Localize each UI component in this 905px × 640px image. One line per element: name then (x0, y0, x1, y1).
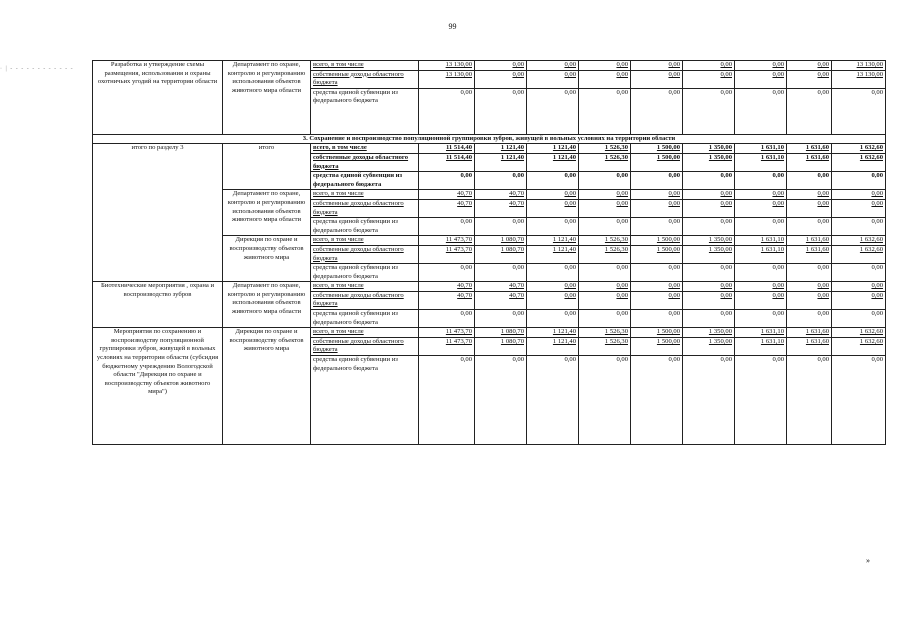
value-cell: 0,00 (527, 310, 579, 328)
value-cell: 0,00 (579, 264, 631, 282)
value-cell: 1 526,30 (579, 328, 631, 338)
value-cell: 1 631,60 (787, 337, 832, 355)
source-cell: собственные доходы областного бюджета (311, 199, 419, 217)
source-cell: всего, в том числе (311, 190, 419, 200)
value-cell: 0,00 (735, 291, 787, 309)
value-cell: 40,70 (475, 282, 527, 292)
value-cell: 1 350,00 (683, 328, 735, 338)
value-cell: 1 632,60 (832, 153, 886, 171)
value-cell: 0,00 (419, 88, 475, 134)
value-cell: 1 631,60 (787, 236, 832, 246)
value-cell: 0,00 (735, 88, 787, 134)
value-cell: 0,00 (735, 264, 787, 282)
value-cell: 0,00 (579, 282, 631, 292)
value-cell: 0,00 (683, 356, 735, 445)
value-cell: 13 130,00 (419, 70, 475, 88)
value-cell: 13 130,00 (832, 61, 886, 71)
value-cell: 0,00 (631, 70, 683, 88)
value-cell: 1 350,00 (683, 153, 735, 171)
value-cell: 0,00 (475, 70, 527, 88)
value-cell: 1 500,00 (631, 337, 683, 355)
source-cell: всего, в том числе (311, 282, 419, 292)
event-cell: Биотехнические мероприятия , охрана и воспроизводство зубров (93, 282, 223, 328)
value-cell: 0,00 (787, 190, 832, 200)
value-cell: 1 631,60 (787, 245, 832, 263)
value-cell: 1 350,00 (683, 245, 735, 263)
source-cell: средства единой субвенции из федерального бюджета (311, 310, 419, 328)
value-cell: 1 121,40 (527, 144, 579, 154)
section-row (93, 134, 886, 144)
value-cell: 0,00 (832, 356, 886, 445)
value-cell: 0,00 (787, 291, 832, 309)
value-cell: 1 631,60 (787, 144, 832, 154)
value-cell: 0,00 (787, 70, 832, 88)
value-cell: 1 350,00 (683, 337, 735, 355)
value-cell: 0,00 (683, 199, 735, 217)
value-cell: 0,00 (631, 218, 683, 236)
value-cell: 1 080,70 (475, 245, 527, 263)
value-cell: 40,70 (475, 291, 527, 309)
event-cell: Разработка и утверждение схемы размещения, использования и охраны охотничьих угодий на территории области (93, 61, 223, 135)
value-cell: 0,00 (631, 199, 683, 217)
value-cell: 0,00 (527, 282, 579, 292)
value-cell: 1 121,40 (527, 245, 579, 263)
value-cell: 0,00 (631, 282, 683, 292)
value-cell: 0,00 (527, 264, 579, 282)
value-cell: 0,00 (735, 61, 787, 71)
value-cell: 11 514,40 (419, 144, 475, 154)
source-cell: собственные доходы областного бюджета (311, 70, 419, 88)
value-cell: 1 526,30 (579, 153, 631, 171)
value-cell: 0,00 (683, 172, 735, 190)
value-cell: 0,00 (419, 264, 475, 282)
value-cell: 0,00 (787, 356, 832, 445)
source-cell: средства единой субвенции из федерального бюджета (311, 88, 419, 134)
value-cell: 1 631,60 (787, 328, 832, 338)
value-cell: 1 350,00 (683, 144, 735, 154)
value-cell: 0,00 (527, 70, 579, 88)
value-cell: 1 080,70 (475, 236, 527, 246)
value-cell: 1 080,70 (475, 328, 527, 338)
source-cell: всего, в том числе (311, 236, 419, 246)
value-cell: 0,00 (787, 61, 832, 71)
value-cell: 0,00 (787, 88, 832, 134)
value-cell: 1 631,10 (735, 153, 787, 171)
value-cell: 40,70 (419, 291, 475, 309)
value-cell: 0,00 (475, 88, 527, 134)
value-cell: 0,00 (527, 190, 579, 200)
value-cell: 0,00 (579, 291, 631, 309)
value-cell: 0,00 (683, 282, 735, 292)
value-cell: 1 121,40 (475, 144, 527, 154)
value-cell: 1 631,10 (735, 245, 787, 263)
value-cell: 1 632,60 (832, 144, 886, 154)
value-cell: 0,00 (683, 70, 735, 88)
margin-dots: · | - - - - - - - - - - - - (0, 66, 74, 72)
value-cell: 1 500,00 (631, 153, 683, 171)
value-cell: 0,00 (475, 264, 527, 282)
value-cell: 0,00 (475, 61, 527, 71)
value-cell: 0,00 (475, 356, 527, 445)
value-cell: 1 526,30 (579, 236, 631, 246)
value-cell: 1 500,00 (631, 245, 683, 263)
value-cell: 0,00 (683, 88, 735, 134)
value-cell: 1 121,40 (527, 236, 579, 246)
value-cell: 0,00 (735, 218, 787, 236)
source-cell: средства единой субвенции из федерального бюджета (311, 356, 419, 445)
table-row (93, 282, 886, 292)
value-cell: 1 350,00 (683, 236, 735, 246)
table-row (93, 328, 886, 338)
value-cell: 0,00 (832, 199, 886, 217)
source-cell: всего, в том числе (311, 61, 419, 71)
value-cell: 0,00 (735, 356, 787, 445)
value-cell: 1 121,40 (527, 328, 579, 338)
value-cell: 0,00 (419, 356, 475, 445)
value-cell: 0,00 (683, 310, 735, 328)
value-cell: 1 632,60 (832, 328, 886, 338)
value-cell: 1 526,30 (579, 245, 631, 263)
value-cell: 0,00 (832, 88, 886, 134)
value-cell: 1 526,30 (579, 337, 631, 355)
value-cell: 0,00 (683, 291, 735, 309)
value-cell: 1 631,10 (735, 328, 787, 338)
value-cell: 0,00 (832, 172, 886, 190)
value-cell: 0,00 (579, 218, 631, 236)
value-cell: 1 121,40 (527, 337, 579, 355)
value-cell: 0,00 (832, 218, 886, 236)
budget-table (92, 60, 886, 445)
source-cell: собственные доходы областного бюджета (311, 245, 419, 263)
value-cell: 0,00 (527, 61, 579, 71)
value-cell: 1 631,10 (735, 337, 787, 355)
value-cell: 1 632,60 (832, 337, 886, 355)
value-cell: 0,00 (787, 172, 832, 190)
value-cell: 0,00 (787, 199, 832, 217)
value-cell: 0,00 (527, 218, 579, 236)
value-cell: 1 500,00 (631, 236, 683, 246)
table-row (93, 61, 886, 71)
value-cell: 0,00 (419, 172, 475, 190)
value-cell: 40,70 (419, 199, 475, 217)
value-cell: 0,00 (683, 61, 735, 71)
value-cell: 0,00 (631, 264, 683, 282)
event-cell: Мероприятия по сохранению и воспроизводству популяционной группировки зубров, живущей в вольных условиях на территории области (субсидия бюджетному учреждению Вологодской области "Дирекция по охране и воспроизводству объектов животного мира") (93, 328, 223, 445)
value-cell: 0,00 (631, 310, 683, 328)
value-cell: 1 500,00 (631, 144, 683, 154)
source-cell: всего, в том числе (311, 144, 419, 154)
value-cell: 0,00 (832, 190, 886, 200)
value-cell: 0,00 (787, 310, 832, 328)
executor-cell: Дирекция по охране и воспроизводству объектов животного мира (223, 236, 311, 282)
executor-cell: Департамент по охране, контролю и регулированию использования объектов животного мира области (223, 190, 311, 236)
value-cell: 0,00 (735, 282, 787, 292)
value-cell: 0,00 (631, 356, 683, 445)
value-cell: 0,00 (527, 199, 579, 217)
value-cell: 0,00 (527, 88, 579, 134)
value-cell: 0,00 (475, 310, 527, 328)
value-cell: 0,00 (419, 218, 475, 236)
value-cell: 0,00 (735, 190, 787, 200)
value-cell: 11 514,40 (419, 153, 475, 171)
source-cell: средства единой субвенции из федерального бюджета (311, 172, 419, 190)
value-cell: 13 130,00 (832, 70, 886, 88)
value-cell: 0,00 (579, 61, 631, 71)
value-cell: 1 121,40 (527, 153, 579, 171)
value-cell: 1 121,40 (475, 153, 527, 171)
table-row (93, 144, 886, 154)
executor-cell: итого (223, 144, 311, 190)
value-cell: 0,00 (832, 264, 886, 282)
value-cell: 0,00 (735, 310, 787, 328)
executor-cell: Дирекция по охране и воспроизводству объектов животного мира (223, 328, 311, 445)
value-cell: 0,00 (631, 291, 683, 309)
executor-cell: Департамент по охране, контролю и регулированию использования объектов животного мира области (223, 282, 311, 328)
value-cell: 0,00 (631, 61, 683, 71)
value-cell: 0,00 (527, 172, 579, 190)
value-cell: 1 631,10 (735, 236, 787, 246)
section-title: 3. Сохранение и воспроизводство популяционной группировки зубров, живущей в вольных условиях на территории области (93, 134, 886, 144)
value-cell: 1 080,70 (475, 337, 527, 355)
value-cell: 0,00 (631, 88, 683, 134)
value-cell: 0,00 (683, 218, 735, 236)
value-cell: 0,00 (787, 218, 832, 236)
value-cell: 40,70 (419, 190, 475, 200)
value-cell: 0,00 (527, 291, 579, 309)
value-cell: 0,00 (579, 199, 631, 217)
value-cell: 0,00 (579, 190, 631, 200)
value-cell: 11 473,70 (419, 245, 475, 263)
value-cell: 1 632,60 (832, 236, 886, 246)
source-cell: собственные доходы областного бюджета (311, 337, 419, 355)
source-cell: собственные доходы областного бюджета (311, 291, 419, 309)
value-cell: 0,00 (787, 282, 832, 292)
value-cell: 40,70 (475, 199, 527, 217)
source-cell: средства единой субвенции из федерального бюджета (311, 264, 419, 282)
source-cell: всего, в том числе (311, 328, 419, 338)
value-cell: 11 473,70 (419, 328, 475, 338)
value-cell: 40,70 (419, 282, 475, 292)
value-cell: 0,00 (631, 190, 683, 200)
value-cell: 0,00 (579, 70, 631, 88)
value-cell: 1 526,30 (579, 144, 631, 154)
continuation-mark: » (866, 556, 870, 565)
value-cell: 0,00 (683, 190, 735, 200)
value-cell: 0,00 (419, 310, 475, 328)
value-cell: 0,00 (832, 291, 886, 309)
value-cell: 0,00 (631, 172, 683, 190)
value-cell: 1 632,60 (832, 245, 886, 263)
source-cell: собственные доходы областного бюджета (311, 153, 419, 171)
value-cell: 0,00 (579, 88, 631, 134)
value-cell: 0,00 (475, 172, 527, 190)
value-cell: 0,00 (579, 172, 631, 190)
value-cell: 0,00 (683, 264, 735, 282)
value-cell: 13 130,00 (419, 61, 475, 71)
page-number: 99 (448, 22, 457, 31)
value-cell: 11 473,70 (419, 236, 475, 246)
value-cell: 0,00 (787, 264, 832, 282)
value-cell: 1 631,60 (787, 153, 832, 171)
source-cell: средства единой субвенции из федерального бюджета (311, 218, 419, 236)
value-cell: 0,00 (832, 282, 886, 292)
value-cell: 0,00 (475, 218, 527, 236)
value-cell: 1 500,00 (631, 328, 683, 338)
value-cell: 0,00 (735, 199, 787, 217)
value-cell: 0,00 (527, 356, 579, 445)
value-cell: 0,00 (735, 172, 787, 190)
value-cell: 0,00 (579, 310, 631, 328)
executor-cell: Департамент по охране, контролю и регулированию использования объектов животного мира области (223, 61, 311, 135)
value-cell: 0,00 (832, 310, 886, 328)
value-cell: 0,00 (579, 356, 631, 445)
value-cell: 11 473,70 (419, 337, 475, 355)
value-cell: 1 631,10 (735, 144, 787, 154)
event-cell: итого по разделу 3 (93, 144, 223, 282)
value-cell: 40,70 (475, 190, 527, 200)
value-cell: 0,00 (735, 70, 787, 88)
